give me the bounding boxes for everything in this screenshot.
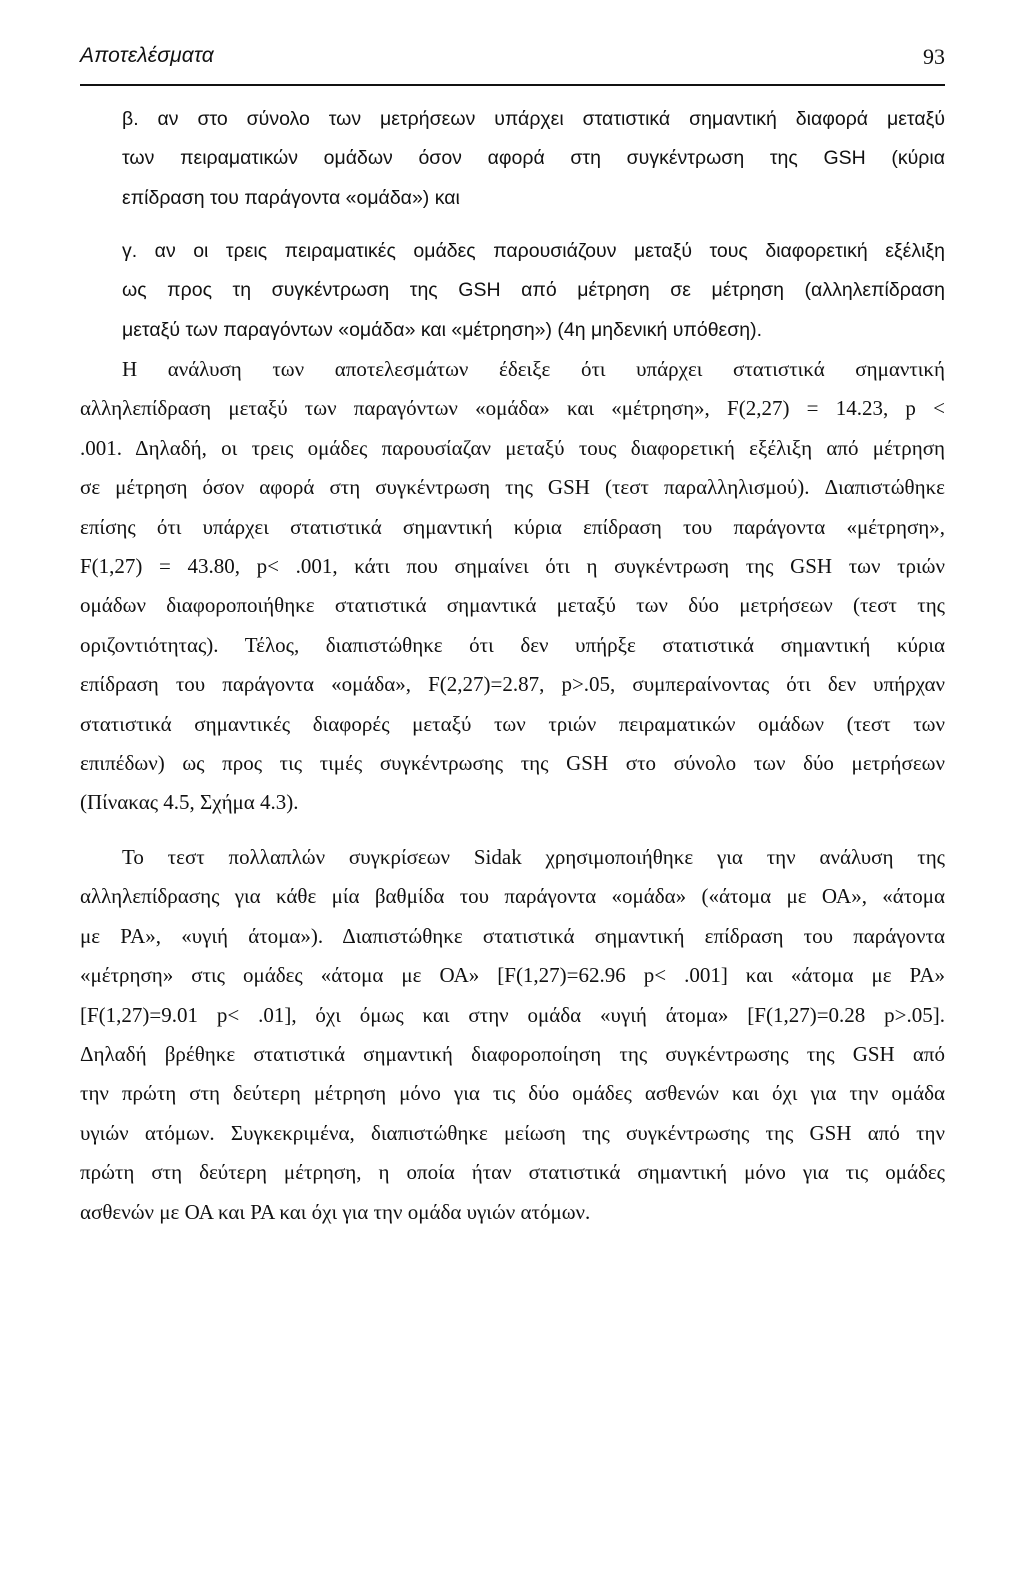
text-line: στατιστικά σημαντικές διαφορές μεταξύ των τριών πειραματικών ομάδων (τεστ των — [80, 711, 945, 736]
text-line: γ. αν οι τρεις πειραματικές ομάδες παρουσιάζουν μεταξύ τους διαφορετική εξέλιξη — [122, 240, 945, 262]
text-line: οριζοντιότητας). Τέλος, διαπιστώθηκε ότι δεν υπήρξε στατιστικά σημαντική κύρια — [80, 632, 945, 657]
text-line: επίσης ότι υπάρχει στατιστικά σημαντική κύρια επίδραση του παράγοντα «μέτρηση», — [80, 514, 945, 539]
text-line: β. αν στο σύνολο των μετρήσεων υπάρχει στατιστικά σημαντική διαφορά μεταξύ — [122, 108, 945, 130]
text-line: .001. Δηλαδή, οι τρεις ομάδες παρουσίαζαν μεταξύ τους διαφορετική εξέλιξη από μέτρηση — [80, 435, 945, 460]
text-line: F(1,27) = 43.80, p< .001, κάτι που σημαίνει ότι η συγκέντρωση της GSH των τριών — [80, 553, 945, 578]
text-line: μεταξύ των παραγόντων «ομάδα» και «μέτρηση») (4η μηδενική υπόθεση). — [122, 318, 763, 341]
text-line: Το τεστ πολλαπλών συγκρίσεων Sidak χρησιμοποιήθηκε για την ανάλυση της — [122, 845, 945, 869]
text-line: την πρώτη στη δεύτερη μέτρηση μόνο για τις δύο ομάδες ασθενών και όχι για την ομάδα — [80, 1081, 945, 1106]
text-line: ως προς τη συγκέντρωση της GSH από μέτρηση σε μέτρηση (αλληλεπίδραση — [122, 279, 945, 302]
text-line: Δηλαδή βρέθηκε στατιστικά σημαντική διαφοροποίηση της συγκέντρωσης της GSH από — [80, 1041, 945, 1066]
page-number: 93 — [923, 44, 945, 69]
text-line: με ΡΑ», «υγιή άτομα»). Διαπιστώθηκε στατιστικά σημαντική επίδραση του παράγοντα — [80, 923, 945, 948]
paragraph-beta — [122, 100, 945, 218]
text-line: επίδραση του παράγοντα «ομάδα», F(2,27)=2.87, p>.05, συμπεραίνοντας ότι δεν υπήρχαν — [80, 672, 945, 697]
paragraph-analysis-results — [80, 350, 945, 823]
text-line: των πειραματικών ομάδων όσον αφορά στη συγκέντρωση της GSH (κύρια — [122, 147, 945, 170]
text-line: αλληλεπίδραση μεταξύ των παραγόντων «ομάδα» και «μέτρηση», F(2,27) = 14.23, p < — [80, 396, 945, 421]
text-line: επίδραση του παράγοντα «ομάδα») και — [122, 186, 460, 209]
text-line: επιπέδων) ως προς τις τιμές συγκέντρωσης της GSH στο σύνολο των δύο μετρήσεων — [80, 750, 945, 775]
running-title: Αποτελέσματα — [80, 44, 214, 67]
text-line: υγιών ατόμων. Συγκεκριμένα, διαπιστώθηκε μείωση της συγκέντρωσης της GSH από την — [80, 1120, 945, 1145]
paragraph-sidak-comparisons — [80, 838, 945, 1232]
text-line: ασθενών με ΟΑ και ΡΑ και όχι για την ομάδα υγιών ατόμων. — [80, 1199, 591, 1224]
text-line: Η ανάλυση των αποτελεσμάτων έδειξε ότι υπάρχει στατιστικά σημαντική — [122, 357, 945, 381]
header-rule — [80, 84, 945, 86]
text-line: «μέτρηση» στις ομάδες «άτομα με ΟΑ» [F(1,27)=62.96 p< .001] και «άτομα με ΡΑ» — [80, 963, 945, 988]
text-line: (Πίνακας 4.5, Σχήμα 4.3). — [80, 790, 299, 815]
text-line: σε μέτρηση όσον αφορά στη συγκέντρωση της GSH (τεστ παραλληλισμού). Διαπιστώθηκε — [80, 475, 945, 500]
text-line: αλληλεπίδρασης για κάθε μία βαθμίδα του παράγοντα «ομάδα» («άτομα με ΟΑ», «άτομα — [80, 884, 945, 909]
page-header — [80, 40, 945, 86]
text-line: πρώτη στη δεύτερη μέτρηση, η οποία ήταν στατιστικά σημαντική μόνο για τις ομάδες — [80, 1160, 945, 1185]
text-line: [F(1,27)=9.01 p< .01], όχι όμως και στην ομάδα «υγιή άτομα» [F(1,27)=0.28 p>.05]. — [80, 1002, 945, 1027]
text-line: ομάδων διαφοροποιήθηκε στατιστικά σημαντικά μεταξύ των δύο μετρήσεων (τεστ της — [80, 593, 945, 618]
paragraph-gamma — [122, 232, 945, 350]
